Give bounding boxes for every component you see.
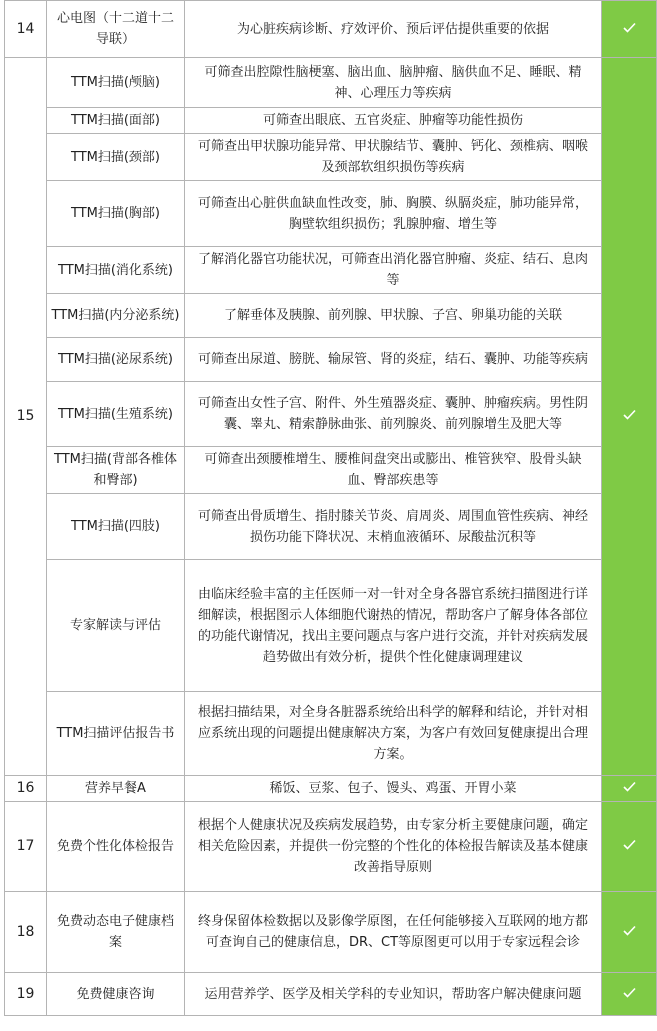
table-row xyxy=(5,494,657,560)
table-row xyxy=(5,447,657,494)
checkmark-icon xyxy=(623,987,636,998)
item-description: 可筛查出颈腰椎增生、腰椎间盘突出或膨出、椎管狭窄、股骨头缺血、臀部疾患等 xyxy=(185,447,602,494)
item-description: 根据个人健康状况及疾病发展趋势，由专家分析主要健康问题，确定相关危险因素，并提供一份完整的个性化的体检报告解读及基本健康改善指导原则 xyxy=(185,802,602,892)
checkmark-icon xyxy=(623,925,636,936)
table-row xyxy=(5,802,657,892)
item-name: 专家解读与评估 xyxy=(47,560,185,692)
row-number: 18 xyxy=(5,892,47,973)
table-row xyxy=(5,560,657,692)
item-description: 可筛查出女性子宫、附件、外生殖器炎症、囊肿、肿瘤疾病。男性阴囊、睾丸、精索静脉曲张、前列腺炎、前列腺增生及肥大等 xyxy=(185,382,602,447)
included-check-cell xyxy=(602,892,657,973)
item-name: TTM扫描(消化系统) xyxy=(47,247,185,294)
row-number: 19 xyxy=(5,973,47,1016)
item-description: 可筛查出尿道、膀胱、输尿管、肾的炎症，结石、囊肿、功能等疾病 xyxy=(185,338,602,382)
item-description: 由临床经验丰富的主任医师一对一针对全身各器官系统扫描图进行详细解读，根据图示人体细胞代谢热的情况，帮助客户了解身体各部位的功能代谢情况，找出主要问题点与客户进行交流，并针对疾病发展趋势做出有效分析，提供个性化健康调理建议 xyxy=(185,560,602,692)
exam-items-table xyxy=(4,0,657,1016)
included-check-cell xyxy=(602,1,657,58)
item-description: 为心脏疾病诊断、疗效评价、预后评估提供重要的依据 xyxy=(185,1,602,58)
checkmark-icon xyxy=(623,839,636,850)
item-name: 免费个性化体检报告 xyxy=(47,802,185,892)
item-description: 可筛查出甲状腺功能异常、甲状腺结节、囊肿、钙化、颈椎病、咽喉及颈部软组织损伤等疾病 xyxy=(185,134,602,181)
item-description: 了解垂体及胰腺、前列腺、甲状腺、子宫、卵巢功能的关联 xyxy=(185,294,602,338)
table-row xyxy=(5,247,657,294)
item-name: TTM扫描评估报告书 xyxy=(47,692,185,776)
checkmark-icon xyxy=(623,781,636,792)
included-check-cell xyxy=(602,58,657,776)
item-description: 可筛查出眼底、五官炎症、肿瘤等功能性损伤 xyxy=(185,108,602,134)
item-name: TTM扫描(胸部) xyxy=(47,181,185,247)
item-description: 了解消化器官功能状况，可筛查出消化器官肿瘤、炎症、结石、息肉等 xyxy=(185,247,602,294)
table-row xyxy=(5,108,657,134)
included-check-cell xyxy=(602,776,657,802)
checkmark-icon xyxy=(623,22,636,33)
included-check-cell xyxy=(602,973,657,1016)
item-description: 运用营养学、医学及相关学科的专业知识，帮助客户解决健康问题 xyxy=(185,973,602,1016)
item-name: TTM扫描(泌尿系统) xyxy=(47,338,185,382)
item-description: 可筛查出骨质增生、指肘膝关节炎、肩周炎、周围血管性疾病、神经损伤功能下降状况、末梢血液循环、尿酸盐沉积等 xyxy=(185,494,602,560)
item-name: TTM扫描(颅脑) xyxy=(47,58,185,108)
item-name: TTM扫描(内分泌系统) xyxy=(47,294,185,338)
item-description: 根据扫描结果，对全身各脏器系统给出科学的解释和结论，并针对相应系统出现的问题提出健康解决方案，为客户有效回复健康提出合理方案。 xyxy=(185,692,602,776)
row-number: 15 xyxy=(5,58,47,776)
checkmark-icon xyxy=(623,409,636,420)
table-row xyxy=(5,692,657,776)
included-check-cell xyxy=(602,802,657,892)
table-row xyxy=(5,181,657,247)
item-name: TTM扫描(四肢) xyxy=(47,494,185,560)
item-description: 稀饭、豆浆、包子、馒头、鸡蛋、开胃小菜 xyxy=(185,776,602,802)
row-number: 14 xyxy=(5,1,47,58)
item-description: 终身保留体检数据以及影像学原图，在任何能够接入互联网的地方都可查询自己的健康信息，DR、CT等原图更可以用于专家远程会诊 xyxy=(185,892,602,973)
table-row xyxy=(5,294,657,338)
item-name: 免费健康咨询 xyxy=(47,973,185,1016)
row-number: 17 xyxy=(5,802,47,892)
table-row xyxy=(5,134,657,181)
table-row xyxy=(5,892,657,973)
item-description: 可筛查出心脏供血缺血性改变，肺、胸膜、纵膈炎症，肺功能异常，胸壁软组织损伤；乳腺肿瘤、增生等 xyxy=(185,181,602,247)
table-row xyxy=(5,776,657,802)
table-row xyxy=(5,382,657,447)
item-name: 免费动态电子健康档案 xyxy=(47,892,185,973)
item-name: TTM扫描(背部各椎体和臀部) xyxy=(47,447,185,494)
item-name: 营养早餐A xyxy=(47,776,185,802)
item-name: TTM扫描(颈部) xyxy=(47,134,185,181)
table-row xyxy=(5,58,657,108)
item-name: TTM扫描(生殖系统) xyxy=(47,382,185,447)
table-row xyxy=(5,1,657,58)
item-description: 可筛查出腔隙性脑梗塞、脑出血、脑肿瘤、脑供血不足、睡眠、精神、心理压力等疾病 xyxy=(185,58,602,108)
table-row xyxy=(5,338,657,382)
item-name: TTM扫描(面部) xyxy=(47,108,185,134)
item-name: 心电图（十二道十二导联） xyxy=(47,1,185,58)
row-number: 16 xyxy=(5,776,47,802)
table-row xyxy=(5,973,657,1016)
